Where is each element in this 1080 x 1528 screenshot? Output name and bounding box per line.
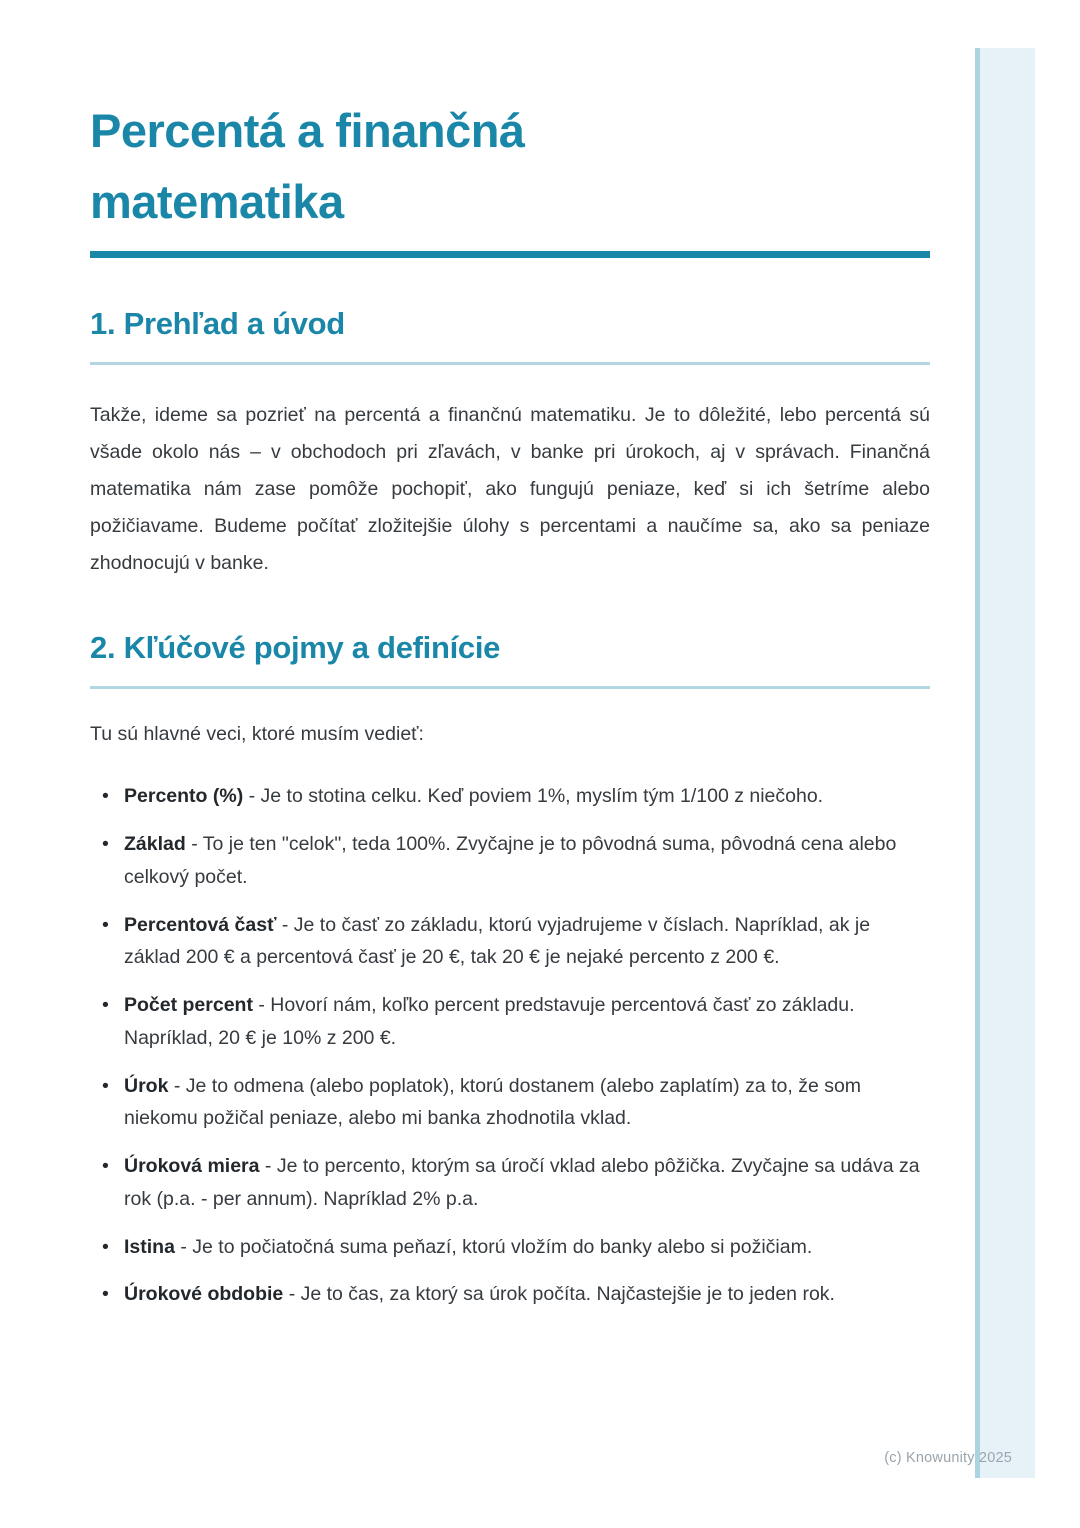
list-item: [90, 780, 930, 813]
overview-paragraph: Takže, ideme sa pozrieť na percentá a finančnú matematiku. Je to dôležité, lebo percentá sú všade okolo nás – v obchodoch pri zľavách, v banke pri úrokoch, aj v správach. Finančná matematika nám zase pomôže pochopiť, ako fungujú peniaze, keď si ich šetríme alebo požičiavame. Budeme počítať zložitejšie úlohy s percentami a naučíme sa, ako sa peniaze zhodnocujú v banke.: [90, 404, 930, 575]
bullet-dot-icon: •: [102, 1235, 109, 1258]
list-item: [90, 1231, 930, 1264]
term-definition: - Je to odmena (alebo poplatok), ktorú dostanem (alebo zaplatím) za to, že som niekomu požičal peniaze, alebo mi banka zhodnotila vklad.: [124, 1074, 862, 1130]
bullet-dot-icon: •: [102, 913, 109, 936]
term-label: Úrok: [124, 1074, 169, 1097]
key-terms-intro: Tu sú hlavné veci, ktoré musím vedieť:: [90, 723, 424, 746]
bullet-dot-icon: •: [102, 785, 109, 808]
term-label: Úrokové obdobie: [124, 1283, 284, 1306]
term-label: Počet percent: [124, 994, 253, 1017]
bullet-dot-icon: •: [102, 1074, 109, 1097]
document-content: [90, 96, 930, 1311]
list-item: [90, 1070, 930, 1136]
term-definition: - Je to časť zo základu, ktorú vyjadrujeme v číslach. Napríklad, ak je základ 200 € a percentová časť je 20 €, tak 20 € je nejaké percento z 200 €.: [124, 913, 871, 969]
key-terms-list: [90, 780, 930, 1311]
list-item: [90, 909, 930, 975]
list-item: [90, 1150, 930, 1216]
copyright-note: (c) Knowunity 2025: [884, 1450, 1012, 1466]
bullet-dot-icon: •: [102, 1283, 109, 1306]
title-divider: [90, 251, 930, 258]
term-label: Základ: [124, 833, 186, 856]
bullet-dot-icon: •: [102, 1155, 109, 1178]
term-definition: - Je to percento, ktorým sa úročí vklad alebo pôžička. Zvyčajne sa udáva za rok (p.a. - per annum). Napríklad 2% p.a.: [124, 1155, 920, 1210]
section-heading-overview: 1. Prehľad a úvod: [90, 306, 930, 365]
list-item: [90, 828, 930, 894]
section-overview: [90, 306, 930, 582]
term-definition: - Je to stotina celku. Keď poviem 1%, myslím tým 1/100 z niečoho.: [248, 785, 824, 808]
term-definition: - To je ten "celok", teda 100%. Zvyčajne je to pôvodná suma, pôvodná cena alebo celkový počet.: [124, 833, 897, 888]
section-key-terms: [90, 630, 930, 1311]
term-definition: - Je to počiatočná suma peňazí, ktorú vložím do banky alebo si požičiam.: [180, 1235, 813, 1258]
term-label: Istina: [124, 1235, 175, 1258]
list-item: [90, 989, 930, 1055]
term-definition: - Je to čas, za ktorý sa úrok počíta. Najčastejšie je to jeden rok.: [288, 1283, 835, 1306]
term-label: Percentová časť: [124, 913, 277, 936]
page-title: Percentá a finančná matematika: [90, 104, 525, 228]
term-label: Percento (%): [124, 785, 244, 808]
list-item: [90, 1278, 930, 1311]
bullet-dot-icon: •: [102, 833, 109, 856]
term-label: Úroková miera: [124, 1155, 260, 1178]
term-definition: - Hovorí nám, koľko percent predstavuje percentová časť zo základu. Napríklad, 20 € je 10% z 200 €.: [124, 994, 855, 1049]
section-heading-key-terms: 2. Kľúčové pojmy a definície: [90, 630, 930, 689]
bullet-dot-icon: •: [102, 994, 109, 1017]
